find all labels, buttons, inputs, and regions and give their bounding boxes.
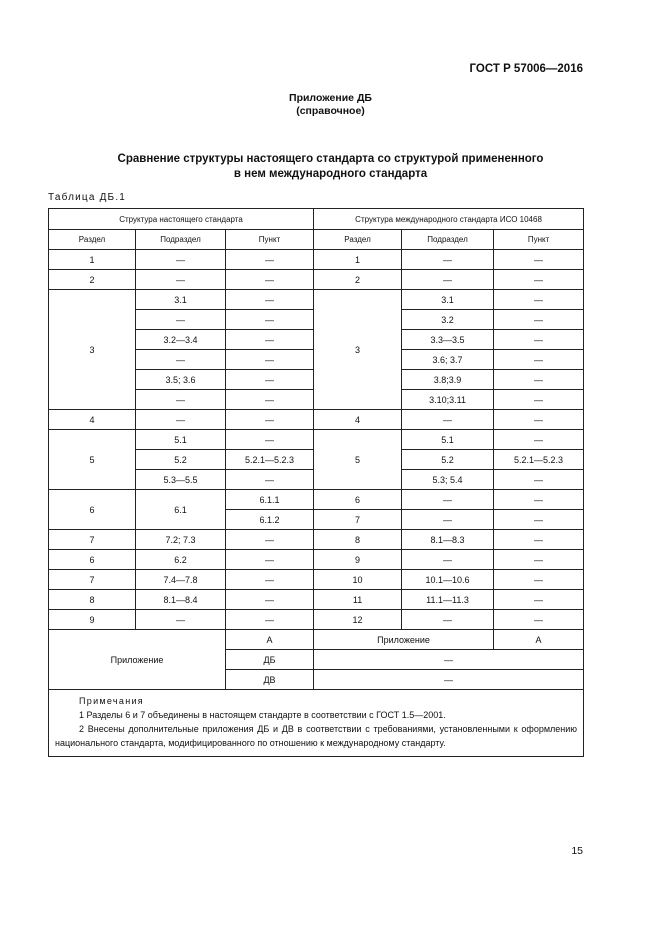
- notes-cell: [49, 690, 584, 757]
- cell: —: [314, 670, 584, 690]
- cell: —: [136, 250, 226, 270]
- table-row: [49, 270, 584, 290]
- appendix-label-cell: Приложение: [49, 630, 226, 690]
- cell: 3.3—3.5: [402, 330, 494, 350]
- note-2: 2 Внесены дополнительные приложения ДБ и ДВ в соответствии с требованиями, установленными к оформлению национального стандарта, модифицированного по отношению к международному стандарту.: [55, 724, 578, 748]
- cell: 7: [314, 510, 402, 530]
- group-header-row: [49, 209, 584, 230]
- table-row: [49, 570, 584, 590]
- cell: 8: [314, 530, 402, 550]
- appendix-row: [49, 630, 584, 650]
- cell: —: [494, 270, 584, 290]
- cell: —: [494, 530, 584, 550]
- table-row: [49, 550, 584, 570]
- cell: —: [226, 570, 314, 590]
- cell: 7.2; 7.3: [136, 530, 226, 550]
- cell: —: [402, 550, 494, 570]
- appendix-subtitle: (справочное): [296, 105, 365, 117]
- cell: —: [494, 570, 584, 590]
- cell: —: [314, 650, 584, 670]
- cell: 5: [314, 430, 402, 490]
- cell: А: [226, 630, 314, 650]
- cell: ДВ: [226, 670, 314, 690]
- col-header-item: Пункт: [226, 230, 314, 250]
- cell: —: [494, 430, 584, 450]
- cell: 6: [314, 490, 402, 510]
- col-header-section: Раздел: [49, 230, 136, 250]
- cell: —: [226, 250, 314, 270]
- cell: 10.1—10.6: [402, 570, 494, 590]
- col-header-subsection: Подраздел: [402, 230, 494, 250]
- cell: ДБ: [226, 650, 314, 670]
- standard-code: ГОСТ Р 57006—2016: [469, 63, 583, 75]
- cell: 10: [314, 570, 402, 590]
- cell: —: [136, 610, 226, 630]
- cell: —: [226, 610, 314, 630]
- cell: 8.1—8.3: [402, 530, 494, 550]
- cell: 3: [314, 290, 402, 410]
- notes-title: Примечания: [79, 696, 144, 706]
- cell: —: [226, 270, 314, 290]
- note-1: 1 Разделы 6 и 7 объединены в настоящем стандарте в соответствии с ГОСТ 1.5—2001.: [79, 710, 446, 720]
- cell: 12: [314, 610, 402, 630]
- cell: 1: [49, 250, 136, 270]
- cell: —: [494, 390, 584, 410]
- cell: 2: [314, 270, 402, 290]
- cell: —: [226, 310, 314, 330]
- cell: 3.5; 3.6: [136, 370, 226, 390]
- cell: —: [226, 430, 314, 450]
- cell: 9: [314, 550, 402, 570]
- cell: 8: [49, 590, 136, 610]
- cell: 11.1—11.3: [402, 590, 494, 610]
- cell: —: [402, 250, 494, 270]
- table-caption: Таблица ДБ.1: [48, 192, 127, 203]
- cell: 6.1.2: [226, 510, 314, 530]
- cell: 3.8;3.9: [402, 370, 494, 390]
- cell: —: [494, 250, 584, 270]
- table-row: [49, 430, 584, 450]
- cell: 3.1: [136, 290, 226, 310]
- cell: —: [494, 550, 584, 570]
- col-header-item: Пункт: [494, 230, 584, 250]
- page-number: 15: [571, 845, 583, 857]
- cell: 9: [49, 610, 136, 630]
- cell: —: [494, 590, 584, 610]
- cell: —: [136, 390, 226, 410]
- group-header-national: Структура настоящего стандарта: [49, 209, 314, 230]
- cell: 4: [49, 410, 136, 430]
- cell: —: [494, 370, 584, 390]
- cell: —: [494, 310, 584, 330]
- group-header-international: Структура международного стандарта ИСО 10468: [314, 209, 584, 230]
- cell: —: [402, 410, 494, 430]
- cell: —: [136, 270, 226, 290]
- cell: —: [494, 290, 584, 310]
- cell: 6.2: [136, 550, 226, 570]
- cell: 7: [49, 570, 136, 590]
- appendix-international-label: Приложение: [314, 630, 494, 650]
- cell: —: [136, 350, 226, 370]
- cell: —: [136, 310, 226, 330]
- cell: 5.3; 5.4: [402, 470, 494, 490]
- cell: 5: [49, 430, 136, 490]
- cell: А: [494, 630, 584, 650]
- table-row: [49, 590, 584, 610]
- table-row: [49, 410, 584, 430]
- cell: 11: [314, 590, 402, 610]
- cell: —: [494, 490, 584, 510]
- cell: 7: [49, 530, 136, 550]
- cell: —: [226, 550, 314, 570]
- cell: 4: [314, 410, 402, 430]
- cell: —: [136, 410, 226, 430]
- cell: 3.6; 3.7: [402, 350, 494, 370]
- cell: 5.3—5.5: [136, 470, 226, 490]
- cell: —: [494, 350, 584, 370]
- cell: 7.4—7.8: [136, 570, 226, 590]
- cell: 5.2: [136, 450, 226, 470]
- cell: —: [226, 330, 314, 350]
- cell: —: [226, 530, 314, 550]
- cell: —: [226, 290, 314, 310]
- cell: 8.1—8.4: [136, 590, 226, 610]
- cell: 6.1.1: [226, 490, 314, 510]
- cell: 1: [314, 250, 402, 270]
- cell: 5.2: [402, 450, 494, 470]
- cell: —: [402, 510, 494, 530]
- cell: —: [402, 490, 494, 510]
- table-row: [49, 530, 584, 550]
- cell: 6: [49, 550, 136, 570]
- appendix-title: Приложение ДБ: [289, 92, 372, 104]
- cell: —: [226, 370, 314, 390]
- cell: 5.1: [402, 430, 494, 450]
- col-header-section: Раздел: [314, 230, 402, 250]
- cell: 3.1: [402, 290, 494, 310]
- cell: —: [402, 610, 494, 630]
- cell: 6.1: [136, 490, 226, 530]
- notes-row: [49, 690, 584, 757]
- cell: —: [226, 410, 314, 430]
- cell: —: [494, 610, 584, 630]
- cell: 5.1: [136, 430, 226, 450]
- cell: —: [494, 470, 584, 490]
- col-header-subsection: Подраздел: [136, 230, 226, 250]
- cell: —: [226, 590, 314, 610]
- cell: 2: [49, 270, 136, 290]
- cell: —: [226, 470, 314, 490]
- comparison-heading-line-1: Сравнение структуры настоящего стандарта со структурой примененного: [117, 153, 544, 165]
- cell: 5.2.1—5.2.3: [226, 450, 314, 470]
- cell: —: [494, 330, 584, 350]
- cell: 3.2—3.4: [136, 330, 226, 350]
- cell: 3.10;3.11: [402, 390, 494, 410]
- table-row: [49, 250, 584, 270]
- comparison-heading-line-2: в нем международного стандарта: [233, 168, 428, 180]
- cell: 3: [49, 290, 136, 410]
- cell: 6: [49, 490, 136, 530]
- table-row: [49, 490, 584, 510]
- table-row: [49, 290, 584, 310]
- cell: 3.2: [402, 310, 494, 330]
- cell: 5.2.1—5.2.3: [494, 450, 584, 470]
- column-header-row: [49, 230, 584, 250]
- cell: —: [494, 410, 584, 430]
- structure-comparison-table: [48, 208, 584, 757]
- cell: —: [226, 350, 314, 370]
- cell: —: [494, 510, 584, 530]
- table-row: [49, 610, 584, 630]
- cell: —: [226, 390, 314, 410]
- cell: —: [402, 270, 494, 290]
